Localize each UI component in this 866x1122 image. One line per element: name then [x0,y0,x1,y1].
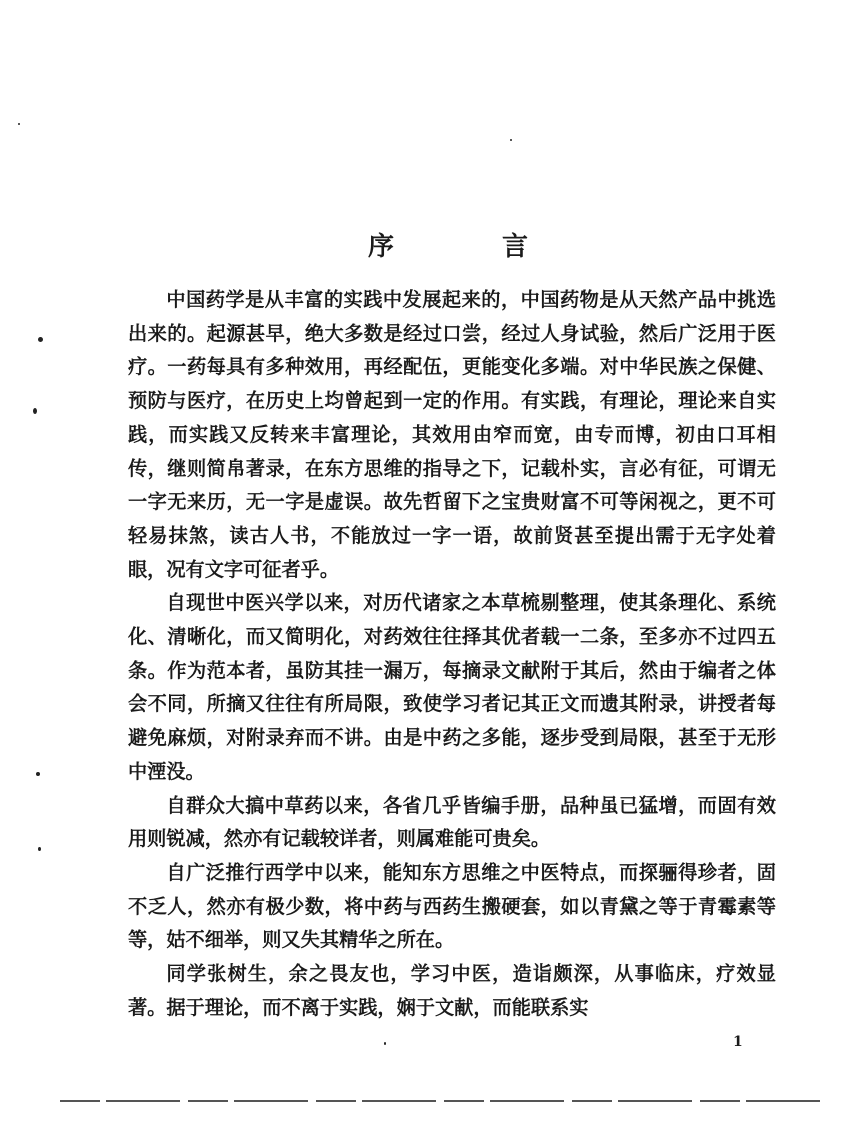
scan-speck [18,123,20,125]
scan-speck [384,1042,386,1045]
scan-speck [510,139,512,141]
scan-speck [38,847,41,851]
title-char-1: 序 [368,232,395,262]
paragraph-1: 中国药学是从丰富的实践中发展起来的，中国药物是从天然产品中挑选出来的。起源甚早，绝大多数是经过口尝，经过人身试验，然后广泛用于医疗。一药每具有多种效用，再经配伍，更能变化多端。对中华民族之保健、预防与医疗，在历史上均曾起到一定的作用。有实践，有理论，理论来自实践，而实践又反转来丰富理论，其效用由窄而宽，由专而博，初由口耳相传，继则简帛著录，在东方思维的指导之下，记载朴实，言必有征，可谓无一字无来历，无一字是虚误。故先哲留下之宝贵财富不可等闲视之，更不可轻易抹煞，读古人书，不能放过一字一语，故前贤甚至提出需于无字处着眼，况有文字可征者乎。 [128,288,776,581]
scan-edge-line [60,1100,820,1102]
paragraph-5: 同学张树生，余之畏友也，学习中医，造诣颇深，从事临床，疗效显著。据于理论，而不离于实践，娴于文献，而能联系实 [128,962,776,1019]
paragraph-4: 自广泛推行西学中以来，能知东方思维之中医特点，而探骊得珍者，固不乏人，然亦有极少数，将中药与西药生搬硬套，如以青黛之等于青霉素等等，姑不细举，则又失其精华之所在。 [128,860,776,952]
preface-body [128,283,776,1024]
page-number: 1 [733,1034,743,1050]
scan-speck [38,337,43,342]
paragraph-3: 自群众大搞中草药以来，各省几乎皆编手册，品种虽已猛增，而固有效用则锐减，然亦有记载较详者，则属难能可贵矣。 [128,793,776,851]
paragraph-2: 自现世中医兴学以来，对历代诸家之本草梳剔整理，使其条理化、系统化、清晰化，而又简明化，对药效往往择其优者载一二条，至多亦不过四五条。作为范本者，虽防其挂一漏万，每摘录文献附于其后，然由于编者之体会不同，所摘又往往有所局限，致使学习者记其正文而遗其附录，讲授者每避免麻烦，对附录弃而不讲。由是中药之多能，逐步受到局限，甚至于无形中湮没。 [128,591,776,783]
title-char-2: 言 [502,232,529,262]
scan-speck [36,772,40,776]
scan-speck [33,408,37,414]
